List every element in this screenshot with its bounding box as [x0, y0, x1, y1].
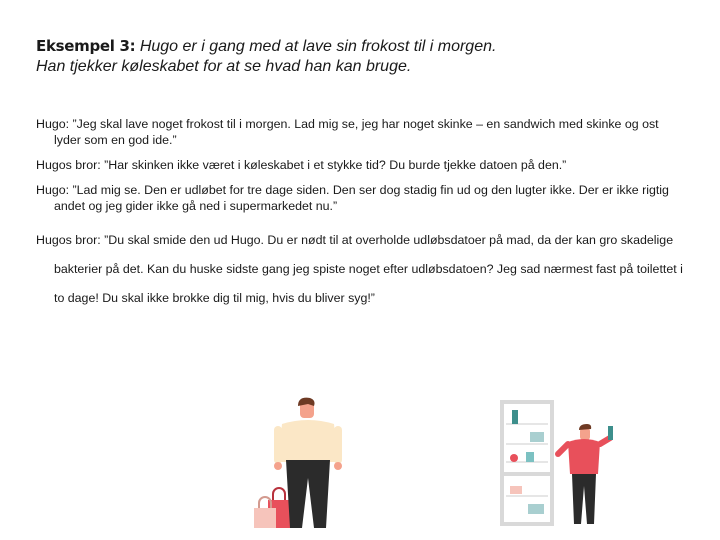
fridge-scene-illustration: [500, 400, 630, 530]
example-label: Eksempel 3:: [36, 37, 136, 55]
man-with-bottle-figure: [558, 424, 613, 524]
dialogue-line-brother-1: Hugos bror: ”Har skinken ikke været i køleskabet i et stykke tid? Du burde tjekke datoen på den.”: [36, 158, 567, 172]
fridge-icon: [502, 402, 552, 524]
header-line-2: Han tjekker køleskabet for at se hvad han kan bruge.: [36, 58, 412, 75]
shopping-bags-icon: [254, 488, 290, 528]
header-intro-text: Hugo er i gang med at lave sin frokost til i morgen.: [135, 38, 497, 55]
dialogue-line-hugo-2: Hugo: ”Lad mig se. Den er udløbet for tre dage siden. Den ser dog stadig fin ud og den lugter ikke. Der er ikke rigtig andet og jeg gider ikke gå ned i supermarkedet nu.”: [36, 183, 669, 213]
dialogue-line-hugo-1: Hugo: ”Jeg skal lave noget frokost til i morgen. Lad mig se, jeg har noget skinke – en sandwich med skinke og ost lyder som en god ide.”: [36, 117, 659, 147]
dialogue-section: [36, 116, 684, 313]
header-line-1: [36, 36, 696, 57]
slide-header: [36, 36, 696, 77]
man-with-bags-illustration: [248, 396, 348, 532]
dialogue-line-brother-2: Hugos bror: ”Du skal smide den ud Hugo. Du er nødt til at overholde udløbsdatoer på mad, da der kan gro skadelige bakterier på det. Kan du huske sidste gang jeg spiste noget efter udløbsdatoen? Jeg sad nærmest fast på toilettet i to dage! Du skal ikke brokke dig til mig, hvis du bliver syg!”: [36, 233, 683, 305]
